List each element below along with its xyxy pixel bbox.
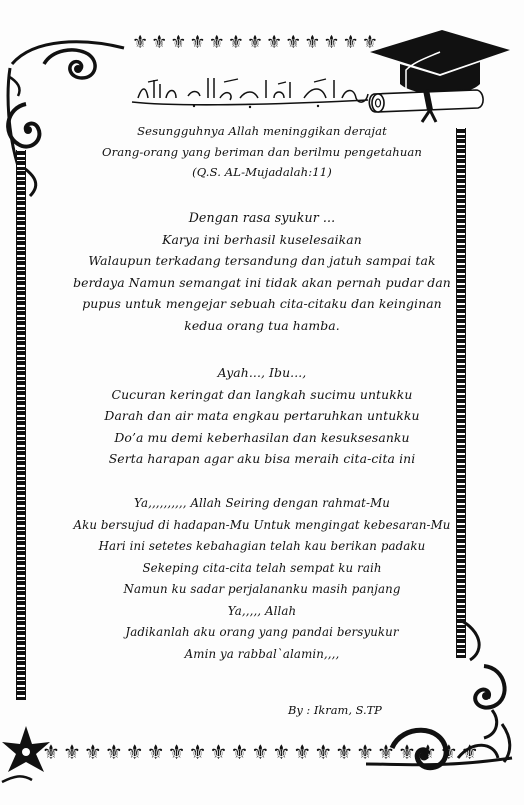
fleur-de-lis-icon: ⚜: [377, 740, 395, 764]
fleur-de-lis-icon: ⚜: [188, 740, 207, 764]
dedication-paragraph: [0, 207, 524, 337]
parents-line: Darah dan air mata engkau pertaruhkan untukku: [104, 408, 420, 424]
fleur-de-lis-icon: ⚜: [285, 32, 302, 53]
fleur-de-lis-icon: ⚜: [246, 32, 263, 53]
top-fleur-de-lis-border: [132, 34, 378, 52]
fleur-de-lis-icon: ⚜: [272, 740, 291, 764]
parents-paragraph: [0, 362, 524, 470]
fleur-de-lis-icon: ⚜: [209, 740, 228, 764]
quran-quote: [0, 121, 524, 183]
prayer-line: Amin ya rabbal`alamin,,,,: [184, 646, 340, 661]
fleur-de-lis-icon: ⚜: [230, 740, 249, 764]
quote-line: Sesungguhnya Allah meninggikan derajat: [137, 124, 387, 138]
fleur-de-lis-icon: ⚜: [146, 740, 165, 764]
fleur-de-lis-icon: ⚜: [323, 32, 340, 53]
fleur-de-lis-icon: ⚜: [208, 32, 225, 53]
fleur-de-lis-icon: ⚜: [251, 740, 270, 764]
fleur-de-lis-icon: ⚜: [151, 32, 168, 53]
quote-citation: (Q.S. AL-Mujadalah:11): [192, 165, 332, 179]
dedication-line: Karya ini berhasil kuselesaikan: [162, 231, 362, 247]
fleur-de-lis-icon: ⚜: [132, 32, 149, 53]
dedication-line: Dengan rasa syukur ...: [188, 210, 336, 225]
dedication-line: kedua orang tua hamba.: [184, 317, 340, 333]
fleur-de-lis-icon: ⚜: [62, 740, 81, 764]
diploma-scroll-icon: [368, 84, 488, 124]
fleur-de-lis-icon: ⚜: [361, 32, 378, 53]
quote-line: Orang-orang yang beriman dan berilmu pengetahuan: [102, 144, 422, 159]
prayer-line: Ya,,,,, Allah: [227, 603, 297, 618]
fleur-de-lis-icon: ⚜: [170, 32, 187, 53]
fleur-de-lis-icon: ⚜: [265, 32, 283, 53]
fleur-de-lis-icon: ⚜: [42, 740, 60, 764]
dedication-line: Walaupun terkadang tersandung dan jatuh sampai tak: [88, 253, 436, 269]
dedication-line: berdaya Namun semangat ini tidak akan pernah pudar dan: [73, 274, 451, 290]
fleur-de-lis-icon: ⚜: [314, 740, 333, 764]
dedication-line: pupus untuk mengejar sebuah cita-citaku dan keinginan: [82, 296, 442, 312]
fleur-de-lis-icon: ⚜: [293, 740, 312, 764]
fleur-de-lis-icon: ⚜: [418, 740, 437, 764]
fleur-de-lis-icon: ⚜: [397, 740, 416, 764]
fleur-de-lis-icon: ⚜: [460, 740, 479, 764]
fleur-de-lis-icon: ⚜: [342, 32, 359, 53]
calligraphy-bismillah: [128, 76, 378, 110]
parents-line: Cucuran keringat dan langkah sucimu untukku: [111, 386, 413, 402]
fleur-de-lis-icon: ⚜: [104, 740, 123, 764]
prayer-line: Sekeping cita-cita telah sempat ku raih: [142, 560, 382, 575]
fleur-de-lis-icon: ⚜: [125, 740, 144, 764]
prayer-line: Jadikanlah aku orang yang pandai bersyukur: [125, 625, 399, 639]
bottom-fleur-de-lis-border: [42, 742, 479, 762]
prayer-paragraph: [0, 493, 524, 665]
fleur-de-lis-icon: ⚜: [304, 32, 321, 53]
parents-line: Do’a mu demi keberhasilan dan kesuksesanku: [114, 429, 410, 445]
parents-line: Serta harapan agar aku bisa meraih cita-cita ini: [108, 451, 416, 467]
prayer-line: Hari ini setetes kebahagian telah kau berikan padaku: [98, 539, 426, 553]
parents-line: Ayah..., Ibu...,: [217, 365, 307, 380]
fleur-de-lis-icon: ⚜: [167, 740, 186, 764]
prayer-line: Namun ku sadar perjalananku masih panjang: [123, 582, 401, 596]
author-byline: By : Ikram, S.TP: [288, 703, 382, 717]
fleur-de-lis-icon: ⚜: [439, 740, 458, 764]
prayer-line: Aku bersujud di hadapan-Mu Untuk mengingat kebesaran-Mu: [73, 517, 451, 532]
fleur-de-lis-icon: ⚜: [356, 740, 374, 764]
prayer-line: Ya,,,,,,,,,, Allah Seiring dengan rahmat-Mu: [133, 496, 390, 510]
fleur-de-lis-icon: ⚜: [189, 32, 206, 53]
fleur-de-lis-icon: ⚜: [83, 740, 102, 764]
fleur-de-lis-icon: ⚜: [335, 740, 354, 764]
fleur-de-lis-icon: ⚜: [227, 32, 244, 53]
